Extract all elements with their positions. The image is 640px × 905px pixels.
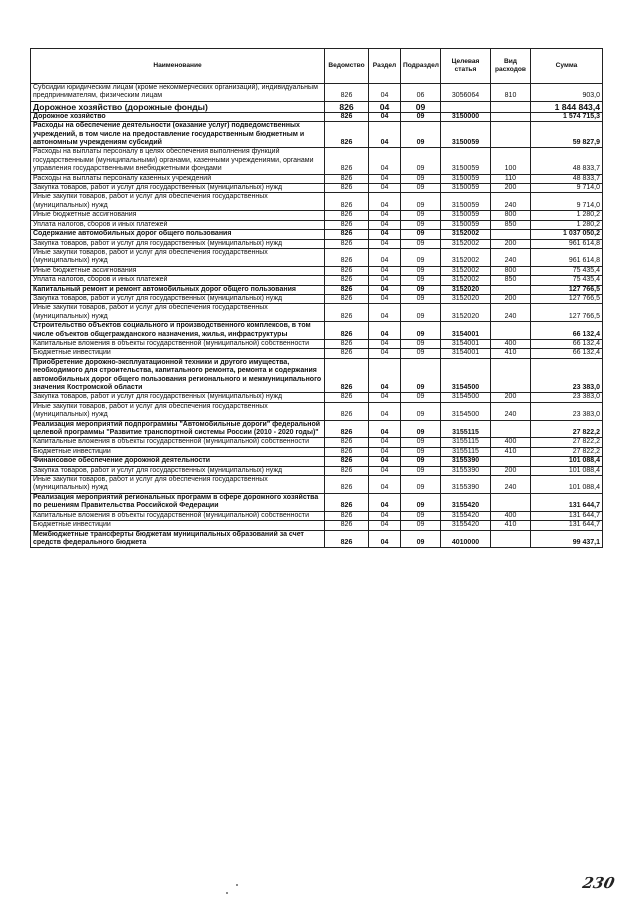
cell-sum: 66 132,4 — [531, 322, 603, 340]
cell-target: 3154001 — [441, 349, 491, 358]
table-row — [31, 230, 603, 239]
cell-target: 3056064 — [441, 84, 491, 102]
cell-name: Уплата налогов, сборов и иных платежей — [31, 220, 325, 229]
cell-target: 3150000 — [441, 112, 491, 121]
table-row — [31, 148, 603, 174]
cell-name: Иные закупки товаров, работ и услуг для обеспечения государственных (муниципальных) нужд — [31, 304, 325, 322]
cell-section: 04 — [369, 285, 401, 294]
table-row — [31, 402, 603, 420]
cell-name: Реализация мероприятий региональных программ в сфере дорожного хозяйства по решениям Правительства Российской Федерации — [31, 493, 325, 511]
cell-name: Бюджетные инвестиции — [31, 447, 325, 456]
cell-subsection: 09 — [401, 193, 441, 211]
cell-name: Иные закупки товаров, работ и услуг для обеспечения государственных (муниципальных) нужд — [31, 476, 325, 494]
cell-subsection: 09 — [401, 511, 441, 520]
cell-dept: 826 — [325, 530, 369, 548]
cell-section: 04 — [369, 358, 401, 393]
cell-target: 3150059 — [441, 148, 491, 174]
cell-subsection: 09 — [401, 457, 441, 466]
cell-kind — [491, 112, 531, 121]
cell-name: Закупка товаров, работ и услуг для государственных (муниципальных) нужд — [31, 393, 325, 402]
cell-target: 3155390 — [441, 476, 491, 494]
cell-kind — [491, 358, 531, 393]
cell-sum: 101 088,4 — [531, 476, 603, 494]
cell-kind — [491, 493, 531, 511]
cell-name: Дорожное хозяйство (дорожные фонды) — [31, 101, 325, 112]
table-row — [31, 184, 603, 193]
cell-subsection: 09 — [401, 285, 441, 294]
cell-kind: 400 — [491, 511, 531, 520]
cell-target: 3155390 — [441, 457, 491, 466]
cell-section: 04 — [369, 457, 401, 466]
table-row — [31, 294, 603, 303]
cell-subsection: 09 — [401, 304, 441, 322]
cell-kind: 200 — [491, 294, 531, 303]
budget-table — [30, 48, 603, 548]
cell-dept: 826 — [325, 248, 369, 266]
budget-sheet — [30, 48, 602, 548]
table-row — [31, 349, 603, 358]
cell-section: 04 — [369, 220, 401, 229]
table-row — [31, 447, 603, 456]
cell-subsection: 09 — [401, 521, 441, 530]
cell-name: Закупка товаров, работ и услуг для государственных (муниципальных) нужд — [31, 466, 325, 475]
cell-sum: 75 435,4 — [531, 276, 603, 285]
cell-subsection: 09 — [401, 466, 441, 475]
cell-sum: 131 644,7 — [531, 511, 603, 520]
cell-section: 04 — [369, 530, 401, 548]
cell-name: Содержание автомобильных дорог общего пользования — [31, 230, 325, 239]
cell-sum: 1 037 050,2 — [531, 230, 603, 239]
cell-section: 04 — [369, 230, 401, 239]
cell-sum: 127 766,5 — [531, 304, 603, 322]
cell-name: Расходы на выплаты персоналу в целях обеспечения выполнения функций государственными (муниципальными) органами, казенными учреждениями, органами управления государственными внебюджетными фондами — [31, 148, 325, 174]
cell-name: Реализация мероприятий подпрограммы "Автомобильные дороги" федеральной целевой программы "Развитие транспортной системы России (2010 - 2020 годы)" — [31, 420, 325, 438]
cell-sum: 903,0 — [531, 84, 603, 102]
cell-subsection: 09 — [401, 393, 441, 402]
cell-dept: 826 — [325, 239, 369, 248]
cell-target: 3152002 — [441, 230, 491, 239]
cell-dept: 826 — [325, 339, 369, 348]
header-sum: Сумма — [531, 49, 603, 84]
cell-sum: 99 437,1 — [531, 530, 603, 548]
cell-section: 04 — [369, 466, 401, 475]
cell-kind: 100 — [491, 148, 531, 174]
cell-target: 3152020 — [441, 304, 491, 322]
cell-target: 3155420 — [441, 493, 491, 511]
cell-dept: 826 — [325, 304, 369, 322]
cell-dept: 826 — [325, 174, 369, 183]
cell-sum: 9 714,0 — [531, 184, 603, 193]
cell-sum: 27 822,2 — [531, 447, 603, 456]
cell-subsection: 06 — [401, 84, 441, 102]
cell-sum: 131 644,7 — [531, 521, 603, 530]
cell-dept: 826 — [325, 349, 369, 358]
cell-section: 04 — [369, 112, 401, 121]
cell-section: 04 — [369, 420, 401, 438]
cell-dept: 826 — [325, 476, 369, 494]
cell-section: 04 — [369, 476, 401, 494]
cell-section: 04 — [369, 84, 401, 102]
cell-kind: 400 — [491, 339, 531, 348]
cell-dept: 826 — [325, 266, 369, 275]
cell-subsection: 09 — [401, 358, 441, 393]
cell-sum: 101 088,4 — [531, 457, 603, 466]
cell-sum: 75 435,4 — [531, 266, 603, 275]
cell-sum: 1 280,2 — [531, 211, 603, 220]
cell-name: Бюджетные инвестиции — [31, 349, 325, 358]
cell-target: 3154001 — [441, 322, 491, 340]
cell-kind — [491, 122, 531, 148]
cell-section: 04 — [369, 349, 401, 358]
cell-subsection: 09 — [401, 447, 441, 456]
cell-target: 3150059 — [441, 122, 491, 148]
cell-target: 3150059 — [441, 184, 491, 193]
cell-section: 04 — [369, 511, 401, 520]
cell-sum: 1 280,2 — [531, 220, 603, 229]
table-row — [31, 493, 603, 511]
cell-kind: 240 — [491, 304, 531, 322]
cell-sum: 23 383,0 — [531, 393, 603, 402]
cell-name: Приобретение дорожно-эксплуатационной техники и другого имущества, необходимого для строительства, капитального ремонта, ремонта и содержания автомобильных дорог общего пользования регионального и межмуниципального значения Костромской области — [31, 358, 325, 393]
cell-sum: 27 822,2 — [531, 438, 603, 447]
cell-kind: 850 — [491, 220, 531, 229]
cell-sum: 101 088,4 — [531, 466, 603, 475]
table-row — [31, 112, 603, 121]
cell-name: Строительство объектов социального и производственного комплексов, в том числе объектов общегражданского назначения, жилья, инфраструктуры — [31, 322, 325, 340]
cell-target: 3152002 — [441, 266, 491, 275]
cell-sum: 48 833,7 — [531, 174, 603, 183]
cell-section: 04 — [369, 304, 401, 322]
cell-subsection: 09 — [401, 230, 441, 239]
cell-name: Капитальные вложения в объекты государственной (муниципальной) собственности — [31, 511, 325, 520]
cell-kind: 850 — [491, 276, 531, 285]
cell-name: Иные закупки товаров, работ и услуг для обеспечения государственных (муниципальных) нужд — [31, 193, 325, 211]
header-kind: Вид расходов — [491, 49, 531, 84]
cell-subsection: 09 — [401, 349, 441, 358]
table-row — [31, 358, 603, 393]
cell-dept: 826 — [325, 148, 369, 174]
table-header-row — [31, 49, 603, 84]
cell-sum: 9 714,0 — [531, 193, 603, 211]
cell-dept: 826 — [325, 447, 369, 456]
cell-section: 04 — [369, 266, 401, 275]
cell-name: Закупка товаров, работ и услуг для государственных (муниципальных) нужд — [31, 239, 325, 248]
cell-dept: 826 — [325, 285, 369, 294]
cell-subsection: 09 — [401, 211, 441, 220]
cell-subsection: 09 — [401, 266, 441, 275]
cell-name: Бюджетные инвестиции — [31, 521, 325, 530]
cell-target: 3154500 — [441, 358, 491, 393]
cell-name: Дорожное хозяйство — [31, 112, 325, 121]
cell-target: 3150059 — [441, 174, 491, 183]
cell-dept: 826 — [325, 211, 369, 220]
cell-kind: 240 — [491, 402, 531, 420]
cell-target: 3152002 — [441, 248, 491, 266]
cell-section: 04 — [369, 122, 401, 148]
cell-subsection: 09 — [401, 493, 441, 511]
table-row — [31, 457, 603, 466]
cell-section: 04 — [369, 521, 401, 530]
cell-name: Капитальный ремонт и ремонт автомобильных дорог общего пользования — [31, 285, 325, 294]
cell-section: 04 — [369, 322, 401, 340]
cell-target: 3155390 — [441, 466, 491, 475]
cell-target: 4010000 — [441, 530, 491, 548]
cell-kind: 800 — [491, 211, 531, 220]
cell-kind: 410 — [491, 349, 531, 358]
table-row — [31, 101, 603, 112]
cell-kind: 240 — [491, 248, 531, 266]
cell-target: 3152020 — [441, 294, 491, 303]
cell-dept: 826 — [325, 420, 369, 438]
table-row — [31, 239, 603, 248]
cell-dept: 826 — [325, 438, 369, 447]
cell-subsection: 09 — [401, 184, 441, 193]
header-subsection: Подраздел — [401, 49, 441, 84]
cell-dept: 826 — [325, 193, 369, 211]
cell-subsection: 09 — [401, 122, 441, 148]
cell-dept: 826 — [325, 230, 369, 239]
cell-sum: 127 766,5 — [531, 285, 603, 294]
cell-kind: 810 — [491, 84, 531, 102]
cell-dept: 826 — [325, 122, 369, 148]
cell-target: 3152002 — [441, 239, 491, 248]
cell-dept: 826 — [325, 493, 369, 511]
cell-kind: 240 — [491, 193, 531, 211]
cell-name: Расходы на выплаты персоналу казенных учреждений — [31, 174, 325, 183]
cell-sum: 131 644,7 — [531, 493, 603, 511]
cell-dept: 826 — [325, 101, 369, 112]
cell-section: 04 — [369, 402, 401, 420]
cell-name: Иные закупки товаров, работ и услуг для обеспечения государственных (муниципальных) нужд — [31, 402, 325, 420]
cell-target: 3155115 — [441, 420, 491, 438]
cell-section: 04 — [369, 294, 401, 303]
table-row — [31, 322, 603, 340]
cell-target: 3150059 — [441, 211, 491, 220]
cell-target: 3150059 — [441, 220, 491, 229]
cell-dept: 826 — [325, 358, 369, 393]
cell-target: 3152002 — [441, 276, 491, 285]
cell-name: Расходы на обеспечение деятельности (оказание услуг) подведомственных учреждений, в том числе на предоставление государственным бюджетным и автономным учреждениям субсидий — [31, 122, 325, 148]
cell-dept: 826 — [325, 393, 369, 402]
cell-dept: 826 — [325, 402, 369, 420]
cell-sum: 48 833,7 — [531, 148, 603, 174]
header-dept: Ведомство — [325, 49, 369, 84]
scan-speck — [236, 884, 238, 886]
cell-sum: 961 614,8 — [531, 248, 603, 266]
cell-kind: 400 — [491, 438, 531, 447]
cell-subsection: 09 — [401, 112, 441, 121]
header-section: Раздел — [369, 49, 401, 84]
cell-target: 3152020 — [441, 285, 491, 294]
cell-dept: 826 — [325, 521, 369, 530]
cell-subsection: 09 — [401, 530, 441, 548]
cell-dept: 826 — [325, 276, 369, 285]
cell-subsection: 09 — [401, 402, 441, 420]
cell-section: 04 — [369, 211, 401, 220]
header-name: Наименование — [31, 49, 325, 84]
cell-target: 3155420 — [441, 511, 491, 520]
cell-name: Иные бюджетные ассигнования — [31, 211, 325, 220]
cell-dept: 826 — [325, 322, 369, 340]
table-row — [31, 511, 603, 520]
table-row — [31, 530, 603, 548]
cell-subsection: 09 — [401, 420, 441, 438]
cell-sum: 27 822,2 — [531, 420, 603, 438]
cell-name: Иные закупки товаров, работ и услуг для обеспечения государственных (муниципальных) нужд — [31, 248, 325, 266]
scan-speck — [226, 892, 228, 894]
cell-kind — [491, 101, 531, 112]
cell-name: Капитальные вложения в объекты государственной (муниципальной) собственности — [31, 438, 325, 447]
cell-subsection: 09 — [401, 294, 441, 303]
cell-dept: 826 — [325, 112, 369, 121]
cell-sum: 127 766,5 — [531, 294, 603, 303]
cell-sum: 66 132,4 — [531, 349, 603, 358]
table-row — [31, 276, 603, 285]
cell-kind: 110 — [491, 174, 531, 183]
cell-name: Субсидии юридическим лицам (кроме некоммерческих организаций), индивидуальным предпринимателям, физическим лицам — [31, 84, 325, 102]
cell-section: 04 — [369, 101, 401, 112]
cell-kind — [491, 530, 531, 548]
cell-target: 3154500 — [441, 402, 491, 420]
table-row — [31, 193, 603, 211]
cell-name: Иные бюджетные ассигнования — [31, 266, 325, 275]
cell-dept: 826 — [325, 466, 369, 475]
cell-kind: 800 — [491, 266, 531, 275]
cell-subsection: 09 — [401, 148, 441, 174]
table-row — [31, 521, 603, 530]
table-row — [31, 393, 603, 402]
cell-section: 04 — [369, 193, 401, 211]
cell-dept: 826 — [325, 184, 369, 193]
cell-sum: 23 383,0 — [531, 358, 603, 393]
cell-subsection: 09 — [401, 476, 441, 494]
cell-section: 04 — [369, 148, 401, 174]
cell-name: Закупка товаров, работ и услуг для государственных (муниципальных) нужд — [31, 184, 325, 193]
cell-kind — [491, 322, 531, 340]
cell-target: 3155115 — [441, 447, 491, 456]
cell-dept: 826 — [325, 84, 369, 102]
cell-subsection: 09 — [401, 220, 441, 229]
table-row — [31, 285, 603, 294]
table-row — [31, 84, 603, 102]
header-target: Целевая статья — [441, 49, 491, 84]
cell-section: 04 — [369, 438, 401, 447]
cell-kind: 200 — [491, 239, 531, 248]
cell-subsection: 09 — [401, 276, 441, 285]
cell-kind — [491, 285, 531, 294]
cell-kind: 200 — [491, 393, 531, 402]
table-body — [31, 84, 603, 548]
table-row — [31, 122, 603, 148]
cell-target: 3150059 — [441, 193, 491, 211]
cell-subsection: 09 — [401, 438, 441, 447]
table-row — [31, 248, 603, 266]
page-number: 230 — [581, 874, 617, 892]
cell-subsection: 09 — [401, 101, 441, 112]
cell-kind: 410 — [491, 521, 531, 530]
cell-section: 04 — [369, 248, 401, 266]
cell-kind: 200 — [491, 184, 531, 193]
cell-kind: 200 — [491, 466, 531, 475]
cell-name: Межбюджетные трансферты бюджетам муниципальных образований за счет средств федерального бюджета — [31, 530, 325, 548]
cell-target — [441, 101, 491, 112]
cell-kind — [491, 230, 531, 239]
cell-sum: 961 614,8 — [531, 239, 603, 248]
table-row — [31, 211, 603, 220]
cell-sum: 59 827,9 — [531, 122, 603, 148]
cell-target: 3154500 — [441, 393, 491, 402]
table-row — [31, 438, 603, 447]
cell-target: 3154001 — [441, 339, 491, 348]
cell-subsection: 09 — [401, 339, 441, 348]
cell-section: 04 — [369, 174, 401, 183]
cell-name: Закупка товаров, работ и услуг для государственных (муниципальных) нужд — [31, 294, 325, 303]
cell-subsection: 09 — [401, 239, 441, 248]
table-row — [31, 420, 603, 438]
table-row — [31, 220, 603, 229]
cell-section: 04 — [369, 393, 401, 402]
cell-subsection: 09 — [401, 322, 441, 340]
cell-name: Капитальные вложения в объекты государственной (муниципальной) собственности — [31, 339, 325, 348]
cell-dept: 826 — [325, 457, 369, 466]
cell-section: 04 — [369, 276, 401, 285]
cell-kind — [491, 420, 531, 438]
cell-kind — [491, 457, 531, 466]
cell-section: 04 — [369, 447, 401, 456]
cell-name: Финансовое обеспечение дорожной деятельности — [31, 457, 325, 466]
cell-name: Уплата налогов, сборов и иных платежей — [31, 276, 325, 285]
cell-sum: 1 574 715,3 — [531, 112, 603, 121]
cell-section: 04 — [369, 493, 401, 511]
cell-section: 04 — [369, 339, 401, 348]
cell-dept: 826 — [325, 220, 369, 229]
table-row — [31, 304, 603, 322]
cell-kind: 240 — [491, 476, 531, 494]
cell-subsection: 09 — [401, 248, 441, 266]
table-row — [31, 174, 603, 183]
cell-dept: 826 — [325, 294, 369, 303]
table-row — [31, 266, 603, 275]
cell-target: 3155420 — [441, 521, 491, 530]
cell-subsection: 09 — [401, 174, 441, 183]
cell-kind: 410 — [491, 447, 531, 456]
table-row — [31, 339, 603, 348]
cell-section: 04 — [369, 239, 401, 248]
cell-sum: 23 383,0 — [531, 402, 603, 420]
cell-sum: 1 844 843,4 — [531, 101, 603, 112]
cell-sum: 66 132,4 — [531, 339, 603, 348]
cell-dept: 826 — [325, 511, 369, 520]
table-row — [31, 466, 603, 475]
table-row — [31, 476, 603, 494]
cell-section: 04 — [369, 184, 401, 193]
cell-target: 3155115 — [441, 438, 491, 447]
